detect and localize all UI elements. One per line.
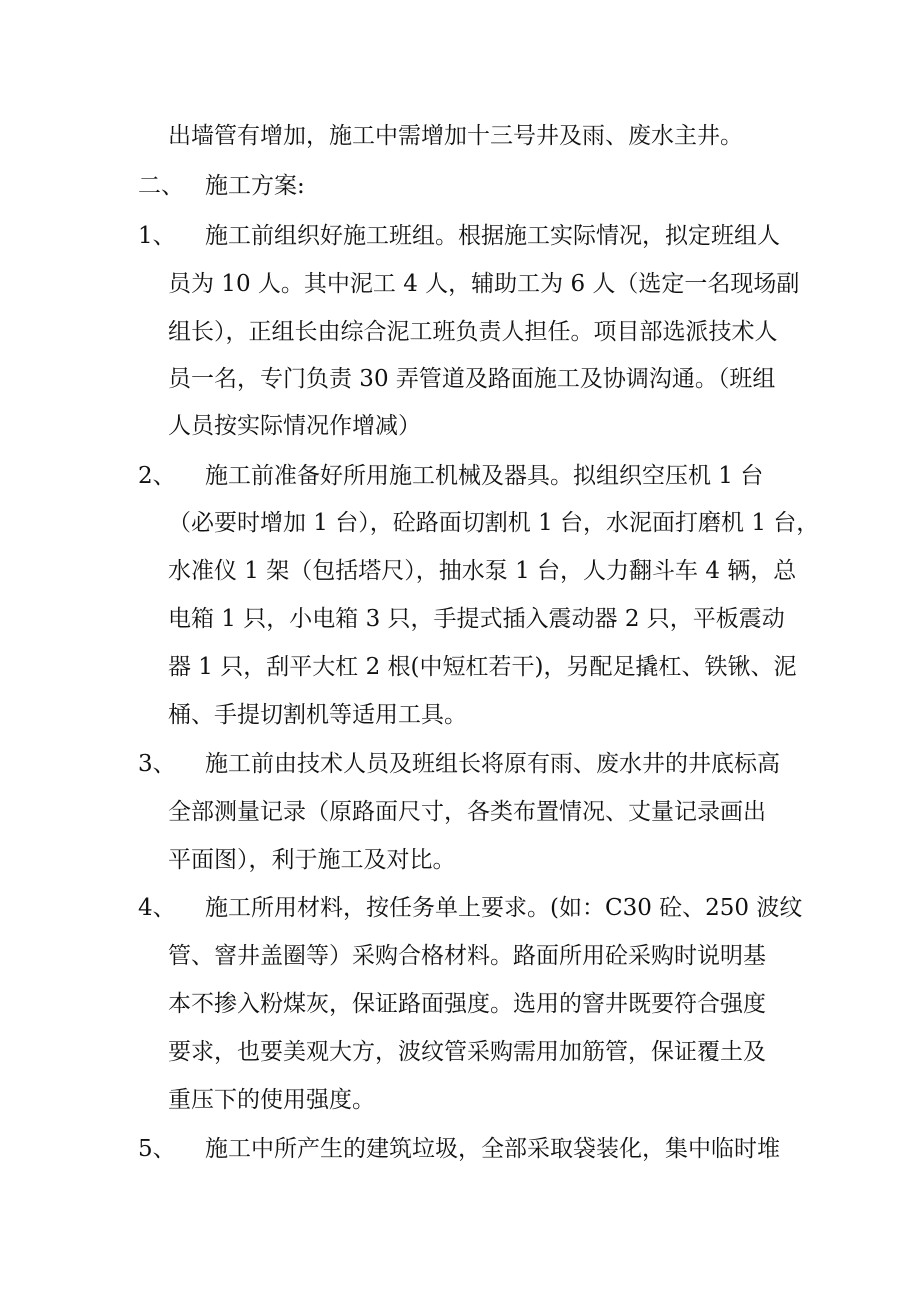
- section-number: 二、: [138, 173, 184, 199]
- item-3-line-2: 全部测量记录（原路面尺寸，各类布置情况、丈量记录画出: [168, 799, 766, 825]
- item-number-4: 4、: [138, 895, 176, 921]
- item-1-line-1: 施工前组织好施工班组。根据施工实际情况，拟定班组人: [205, 223, 780, 249]
- item-2-line-6: 桶、手提切割机等适用工具。: [168, 702, 467, 728]
- item-number-3: 3、: [138, 751, 176, 777]
- item-1-line-4: 员一名，专门负责 30 弄管道及路面施工及协调沟通。（班组: [168, 366, 776, 392]
- item-5-line-1: 施工中所产生的建筑垃圾，全部采取袋装化，集中临时堆: [205, 1136, 780, 1162]
- item-4-line-1: 施工所用材料，按任务单上要求。(如：C30 砼、250 波纹: [205, 895, 803, 921]
- item-4-line-4: 要求，也要美观大方，波纹管采购需用加筋管，保证覆土及: [168, 1039, 766, 1065]
- item-3-line-1: 施工前由技术人员及班组长将原有雨、废水井的井底标高: [205, 751, 780, 777]
- item-number-1: 1、: [138, 223, 176, 249]
- item-number-5: 5、: [138, 1136, 176, 1162]
- intro-line: 出墙管有增加，施工中需增加十三号井及雨、废水主井。: [168, 123, 743, 149]
- item-4-line-5: 重压下的使用强度。: [168, 1087, 375, 1113]
- item-3-line-3: 平面图），利于施工及对比。: [168, 847, 456, 873]
- section-title: 施工方案:: [205, 173, 305, 199]
- item-2-line-5: 器 1 只，刮平大杠 2 根(中短杠若干)，另配足撬杠、铁锹、泥: [168, 654, 797, 680]
- item-2-line-1: 施工前准备好所用施工机械及器具。拟组织空压机 1 台: [205, 463, 764, 489]
- item-4-line-2: 管、窨井盖圈等）采购合格材料。路面所用砼采购时说明基: [168, 943, 766, 969]
- item-1-line-5: 人员按实际情况作增减）: [168, 413, 421, 439]
- item-4-line-3: 本不掺入粉煤灰，保证路面强度。选用的窨井既要符合强度: [168, 991, 766, 1017]
- item-1-line-2: 员为 10 人。其中泥工 4 人，辅助工为 6 人（选定一名现场副: [168, 271, 800, 297]
- item-number-2: 2、: [138, 463, 176, 489]
- item-1-line-3: 组长），正组长由综合泥工班负责人担任。项目部选派技术人: [168, 319, 778, 345]
- item-2-line-4: 电箱 1 只，小电箱 3 只，手提式插入震动器 2 只，平板震动: [168, 606, 785, 632]
- item-2-line-2: （必要时增加 1 台），砼路面切割机 1 台，水泥面打磨机 1 台，: [168, 510, 820, 536]
- item-2-line-3: 水准仪 1 架（包括塔尺），抽水泵 1 台，人力翻斗车 4 辆，总: [168, 558, 797, 584]
